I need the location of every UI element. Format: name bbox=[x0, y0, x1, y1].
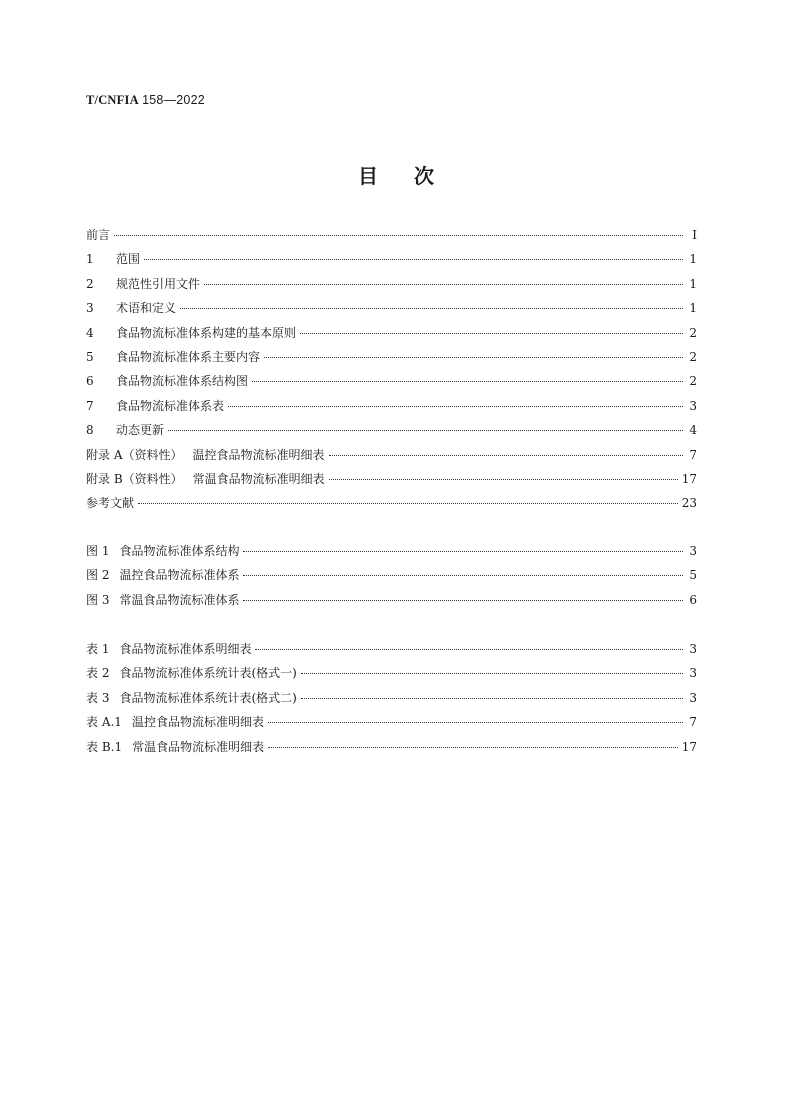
toc-entry-title bbox=[86, 591, 239, 608]
toc-entry-number: 6 bbox=[86, 374, 94, 389]
toc-entry[interactable] bbox=[86, 494, 697, 518]
toc-entry-number: 2 bbox=[86, 276, 94, 291]
dot-leader bbox=[329, 478, 678, 480]
toc-entry-title bbox=[86, 713, 264, 730]
dot-leader bbox=[243, 599, 683, 601]
dot-leader bbox=[204, 283, 683, 285]
toc-entry-page: 4 bbox=[689, 423, 697, 438]
toc-entry-label: 参考文献 bbox=[86, 496, 135, 511]
dot-leader bbox=[268, 721, 683, 723]
toc-entry-number: 4 bbox=[86, 325, 94, 340]
toc-entry-label: 范围 bbox=[116, 252, 141, 267]
toc-entry[interactable] bbox=[86, 397, 697, 421]
toc-tables-list bbox=[86, 640, 697, 762]
toc-entry-label: 动态更新 bbox=[116, 423, 165, 438]
toc-entry-label: 温控食品物流标准明细表 bbox=[131, 715, 264, 730]
toc-entry-number: 表 3 bbox=[86, 690, 110, 705]
dot-leader bbox=[264, 356, 683, 358]
toc-entry-label: 常温食品物流标准体系 bbox=[119, 592, 240, 607]
toc-entry-title bbox=[86, 299, 176, 316]
toc-entry-title bbox=[86, 421, 164, 438]
toc-entry[interactable] bbox=[86, 470, 697, 494]
toc-entry-page: 3 bbox=[689, 666, 697, 681]
toc-entry-page: 6 bbox=[689, 592, 697, 607]
dot-leader bbox=[252, 380, 683, 382]
toc-entry[interactable] bbox=[86, 348, 697, 372]
toc-entry[interactable] bbox=[86, 372, 697, 396]
toc-entry-number: 3 bbox=[86, 301, 94, 316]
toc-entry[interactable] bbox=[86, 713, 697, 737]
toc-entry-number: 8 bbox=[86, 423, 94, 438]
toc-entry-title bbox=[86, 640, 251, 657]
toc-entry-label: 食品物流标准体系统计表(格式二) bbox=[119, 690, 297, 705]
toc-entry[interactable] bbox=[86, 738, 697, 762]
document-number bbox=[86, 93, 205, 108]
toc-entry-page: 2 bbox=[689, 325, 697, 340]
toc-entry-title bbox=[86, 542, 239, 559]
toc-entry-page: 7 bbox=[689, 715, 697, 730]
toc-entry-label: 温控食品物流标准明细表 bbox=[192, 447, 325, 462]
toc-entry-page: 3 bbox=[689, 398, 697, 413]
toc-entry-page: 7 bbox=[689, 447, 697, 462]
toc-entry-label: 食品物流标准体系结构 bbox=[119, 544, 240, 558]
dot-leader bbox=[168, 429, 683, 431]
toc-entry-number: 图 3 bbox=[86, 592, 110, 607]
toc-entry[interactable] bbox=[86, 446, 697, 470]
toc-entry[interactable] bbox=[86, 421, 697, 445]
toc-entry-page: 23 bbox=[681, 496, 697, 511]
dot-leader bbox=[180, 307, 683, 309]
standard-org: T/CNFIA bbox=[86, 93, 139, 107]
toc-entry-title bbox=[86, 348, 260, 365]
toc-entry-page: 3 bbox=[689, 544, 697, 558]
dot-leader bbox=[301, 697, 683, 699]
toc-entry-title bbox=[86, 738, 264, 755]
toc-entry-number: 附录 A（资料性） bbox=[86, 447, 183, 462]
toc-main-list bbox=[86, 226, 697, 519]
dot-leader bbox=[144, 258, 683, 260]
toc-entry-title bbox=[86, 226, 110, 243]
toc-entry-page: 2 bbox=[689, 349, 697, 364]
toc-entry-label: 食品物流标准体系构建的基本原则 bbox=[116, 325, 297, 340]
toc-entry-page: 3 bbox=[689, 690, 697, 705]
toc-entry-page: 1 bbox=[689, 252, 697, 267]
toc-entry-label: 术语和定义 bbox=[116, 301, 177, 316]
toc-entry-label: 食品物流标准体系结构图 bbox=[116, 374, 249, 389]
toc-entry[interactable] bbox=[86, 566, 697, 590]
toc-entry-page: 17 bbox=[681, 471, 697, 486]
toc-entry-title bbox=[86, 372, 248, 389]
toc-entry-label: 食品物流标准体系明细表 bbox=[119, 642, 252, 656]
toc-entry-number: 1 bbox=[86, 252, 94, 267]
toc-entry-title bbox=[86, 470, 325, 487]
dot-leader bbox=[243, 550, 683, 552]
toc-entry-title bbox=[86, 446, 325, 463]
toc-entry-number: 表 2 bbox=[86, 666, 110, 681]
toc-entry-number: 5 bbox=[86, 349, 94, 364]
toc-entry[interactable] bbox=[86, 664, 697, 688]
toc-entry-number: 附录 B（资料性） bbox=[86, 471, 183, 486]
toc-entry-number: 图 1 bbox=[86, 544, 110, 558]
toc-entry-label: 食品物流标准体系表 bbox=[116, 398, 225, 413]
toc-entry-label: 温控食品物流标准体系 bbox=[119, 568, 240, 583]
dot-leader bbox=[301, 672, 683, 674]
toc-entry-label: 常温食品物流标准明细表 bbox=[192, 471, 325, 486]
toc-entry[interactable] bbox=[86, 640, 697, 664]
toc-entry[interactable] bbox=[86, 275, 697, 299]
toc-entry-title bbox=[86, 397, 224, 414]
toc-entry-number: 7 bbox=[86, 398, 94, 413]
toc-entry[interactable] bbox=[86, 591, 697, 615]
dot-leader bbox=[114, 234, 683, 236]
toc-entry-page: 17 bbox=[681, 739, 697, 754]
toc-entry-title bbox=[86, 250, 140, 267]
toc-entry-label: 常温食品物流标准明细表 bbox=[132, 739, 265, 754]
toc-entry-page: 1 bbox=[689, 276, 697, 291]
toc-entry-page: Ⅰ bbox=[692, 228, 697, 242]
toc-entry-title bbox=[86, 689, 297, 706]
dot-leader bbox=[300, 332, 683, 334]
toc-entry[interactable] bbox=[86, 542, 697, 566]
toc-figures-list bbox=[86, 542, 697, 615]
toc-entry-label: 前言 bbox=[86, 228, 111, 242]
toc-entry-number: 表 A.1 bbox=[86, 715, 122, 730]
toc-entry-title bbox=[86, 275, 200, 292]
toc-entry-number: 表 1 bbox=[86, 642, 110, 656]
standard-number: 158—2022 bbox=[142, 93, 205, 107]
page-title: 目次 bbox=[358, 164, 470, 188]
toc-entry-page: 1 bbox=[689, 301, 697, 316]
dot-leader bbox=[268, 746, 678, 748]
dot-leader bbox=[138, 502, 678, 504]
toc-entry-title bbox=[86, 324, 296, 341]
dot-leader bbox=[329, 454, 684, 456]
toc-entry-number: 图 2 bbox=[86, 568, 110, 583]
dot-leader bbox=[255, 648, 683, 650]
toc-entry[interactable] bbox=[86, 299, 697, 323]
toc-entry-number: 表 B.1 bbox=[86, 739, 123, 754]
toc-entry-title bbox=[86, 494, 134, 511]
toc-entry[interactable] bbox=[86, 689, 697, 713]
toc-entry-page: 3 bbox=[689, 642, 697, 656]
toc-entry-title bbox=[86, 664, 297, 681]
toc-entry[interactable] bbox=[86, 226, 697, 250]
toc-entry-page: 2 bbox=[689, 374, 697, 389]
toc-entry-title bbox=[86, 566, 239, 583]
toc-entry-label: 食品物流标准体系主要内容 bbox=[116, 349, 261, 364]
toc-entry-label: 规范性引用文件 bbox=[116, 276, 201, 291]
toc-entry[interactable] bbox=[86, 324, 697, 348]
toc-entry[interactable] bbox=[86, 250, 697, 274]
toc-entry-label: 食品物流标准体系统计表(格式一) bbox=[119, 666, 297, 681]
dot-leader bbox=[243, 574, 683, 576]
toc-entry-page: 5 bbox=[689, 568, 697, 583]
dot-leader bbox=[228, 405, 683, 407]
